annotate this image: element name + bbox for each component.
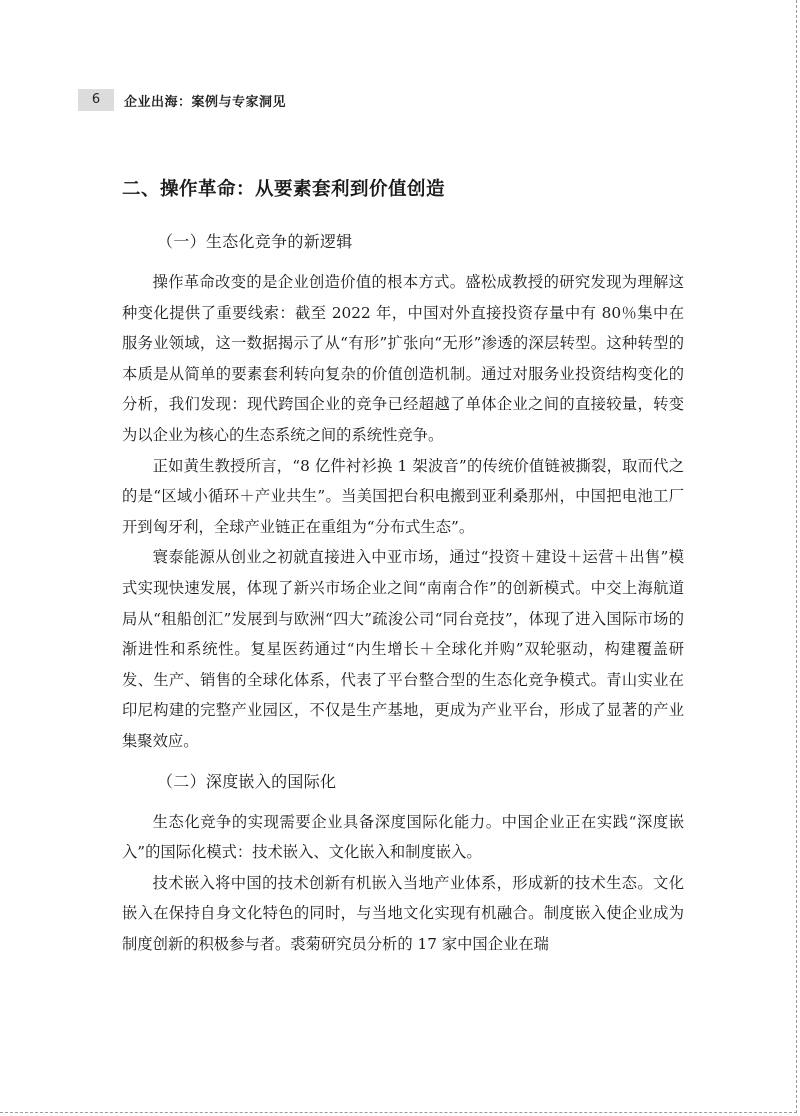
paragraph: 寰泰能源从创业之初就直接进入中亚市场，通过“投资＋建设＋运营＋出售”模式实现快速发展，体现了新兴市场企业之间“南南合作”的创新模式。中交上海航道局从“租船创汇”发展到与欧洲“四大”疏浚公司“同台竞技”，体现了进入国际市场的渐进性和系统性。复星医药通过“内生增长＋全球化并购”双轮驱动，构建覆盖研发、生产、销售的全球化体系，代表了平台整合型的生态化竞争模式。青山实业在印尼构建的完整产业园区，不仅是生产基地，更成为产业平台，形成了显著的产业集聚效应。 bbox=[122, 548, 684, 750]
running-header bbox=[78, 88, 286, 112]
paragraph: 正如黄生教授所言，“8 亿件衬衫换 1 架波音”的传统价值链被撕裂，取而代之的是“区域小循环＋产业共生”。当美国把台积电搬到亚利桑那州，中国把电池工厂开到匈牙利，全球产业链正在重组为“分布式生态”。 bbox=[122, 456, 684, 536]
subsection-heading-1: （一）生态化竞争的新逻辑 bbox=[157, 232, 353, 251]
paragraph: 操作革命改变的是企业创造价值的根本方式。盛松成教授的研究发现为理解这种变化提供了重要线索：截至 2022 年，中国对外直接投资存量中有 80％集中在服务业领域，这一数据揭示了从“有形”扩张向“无形”渗透的深层转型。这种转型的本质是从简单的要素套利转向复杂的价值创造机制。通过对服务业投资结构变化的分析，我们发现：现代跨国企业的竞争已经超越了单体企业之间的直接较量，转变为以企业为核心的生态系统之间的系统性竞争。 bbox=[122, 273, 684, 444]
page-number: 6 bbox=[78, 89, 114, 111]
section-heading: 二、操作革命：从要素套利到价值创造 bbox=[122, 179, 446, 200]
subsection-heading-2: （二）深度嵌入的国际化 bbox=[157, 771, 337, 791]
page-body bbox=[122, 170, 684, 959]
paragraph: 生态化竞争的实现需要企业具备深度国际化能力。中国企业正在实践“深度嵌入”的国际化模式：技术嵌入、文化嵌入和制度嵌入。 bbox=[122, 812, 684, 862]
book-title: 企业出海：案例与专家洞见 bbox=[124, 94, 287, 110]
paragraph: 技术嵌入将中国的技术创新有机嵌入当地产业体系，形成新的技术生态。文化嵌入在保持自身文化特色的同时，与当地文化实现有机融合。制度嵌入使企业成为制度创新的积极参与者。裘菊研究员分析的 17 家中国企业在瑞 bbox=[122, 873, 684, 953]
